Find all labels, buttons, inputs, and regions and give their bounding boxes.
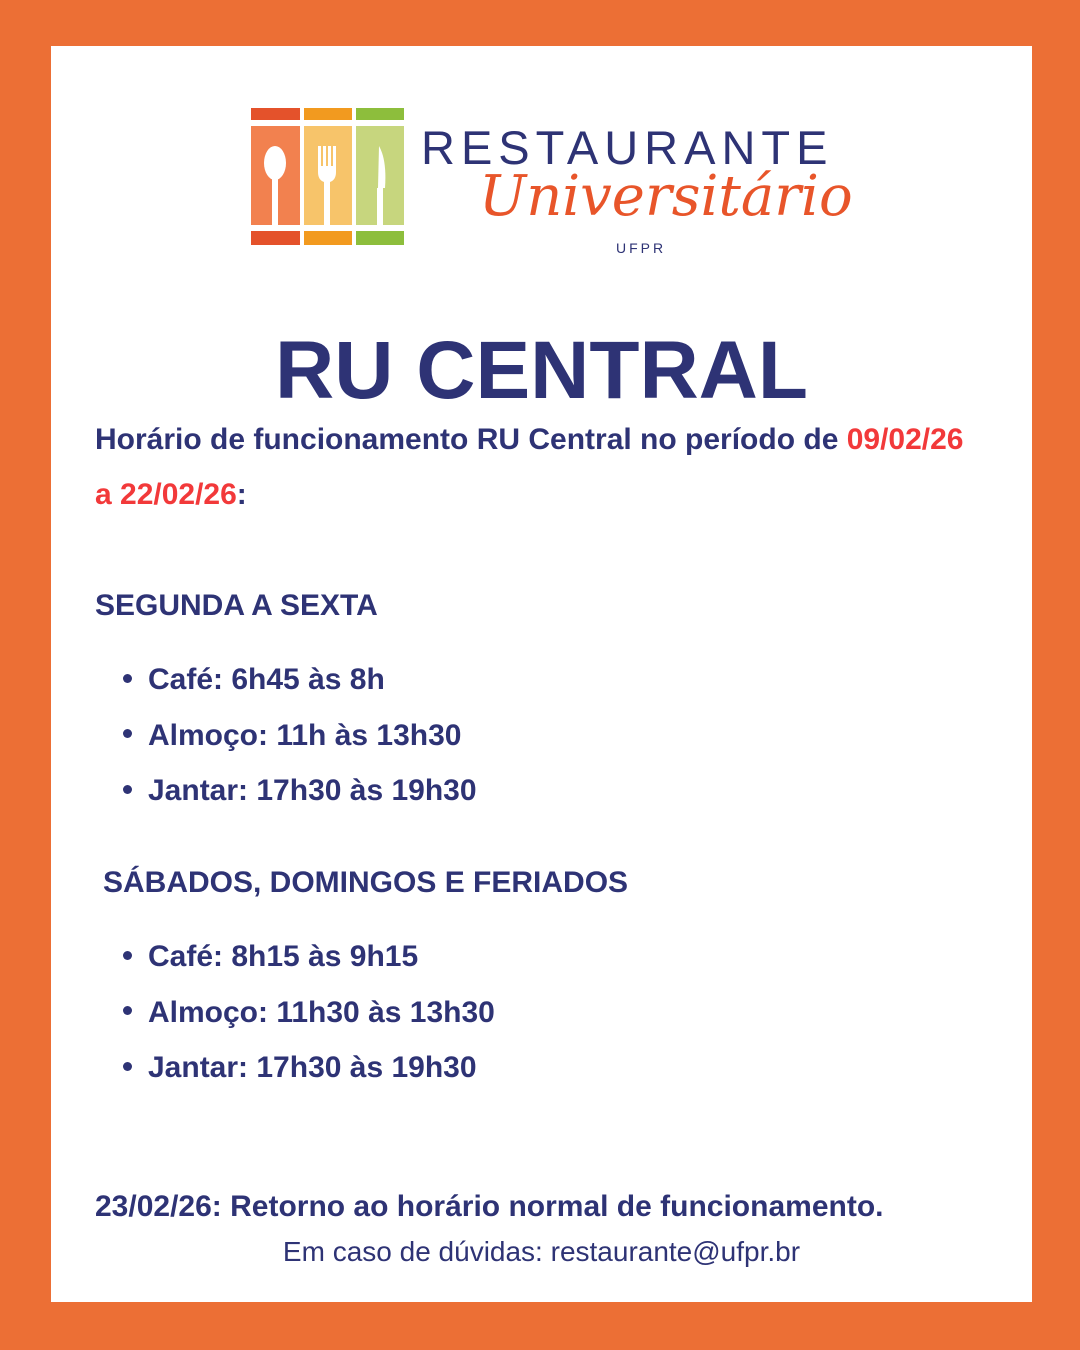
contact-line: Em caso de dúvidas: restaurante@ufpr.br: [282, 1236, 801, 1267]
logo-wordmark: RESTAURANTE: [421, 121, 834, 174]
page-title: RU CENTRAL: [275, 325, 808, 416]
poster-card: [51, 46, 1032, 1302]
intro-suffix: :: [236, 478, 247, 511]
logo-script-text: Universitário: [479, 164, 853, 229]
date-range: 09/02/26 a 22/02/26: [95, 423, 964, 511]
cutlery-logo-mark: [251, 108, 404, 245]
list-item: Almoço: 11h30 às 13h30: [123, 985, 495, 1041]
list-item: Almoço: 11h às 13h30: [123, 708, 477, 764]
list-item: Café: 6h45 às 8h: [123, 652, 477, 708]
list-item: Café: 8h15 às 9h15: [123, 929, 495, 985]
weekends-heading: SÁBADOS, DOMINGOS E FERIADOS: [103, 866, 629, 899]
list-item: Jantar: 17h30 às 19h30: [123, 763, 477, 819]
weekends-schedule-list: [123, 929, 495, 1096]
weekdays-schedule-list: [123, 652, 477, 819]
restaurant-logo: [251, 108, 853, 258]
weekdays-heading: SEGUNDA A SEXTA: [95, 589, 378, 622]
list-item: Jantar: 17h30 às 19h30: [123, 1040, 495, 1096]
logo-subtitle: UFPR: [616, 240, 667, 256]
intro-text: Horário de funcionamento RU Central no período de: [95, 423, 847, 456]
return-note: 23/02/26: Retorno ao horário normal de funcionamento.: [95, 1190, 884, 1223]
intro-paragraph: [95, 412, 985, 522]
